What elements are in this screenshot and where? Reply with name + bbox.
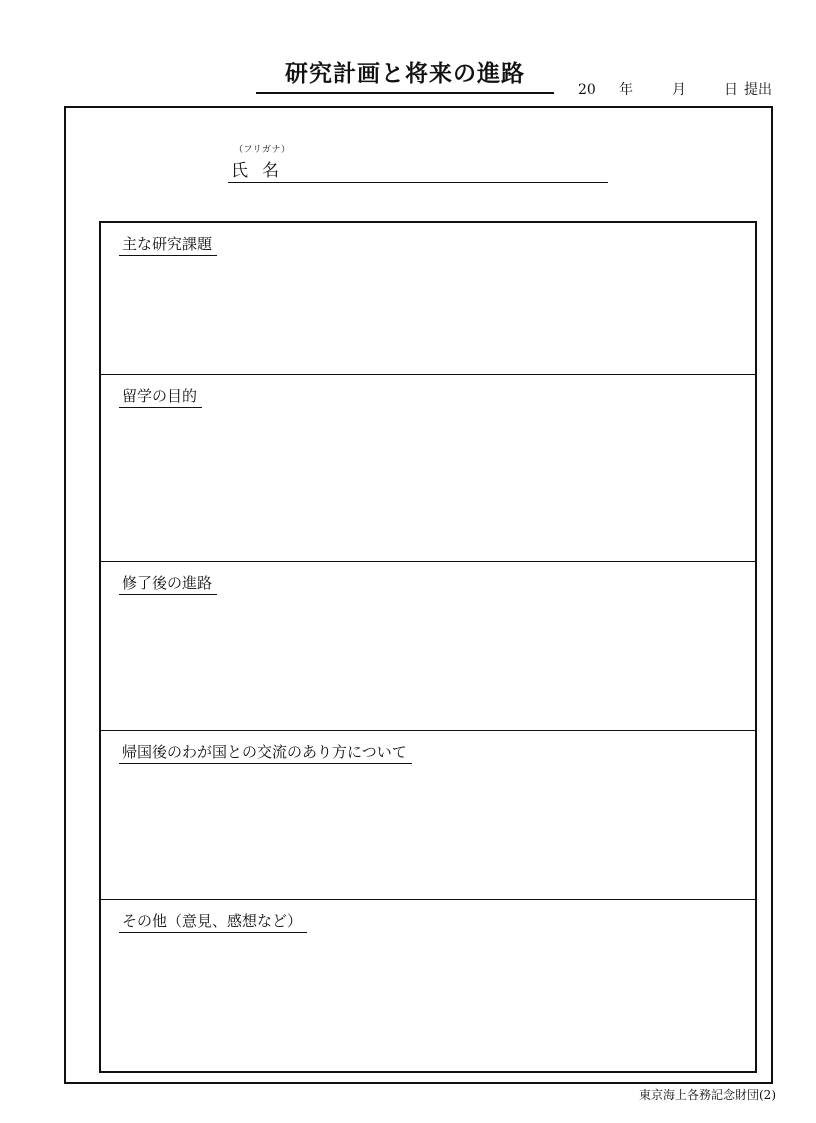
section-main-research-topic[interactable]	[101, 223, 755, 374]
date-era-prefix: 20	[578, 82, 596, 98]
answer-sections-frame	[99, 221, 757, 1073]
date-submitted-label: 提出	[744, 82, 772, 98]
section-label-exchange-after-return: 帰国後のわが国との交流のあり方について	[119, 743, 412, 764]
name-input-line[interactable]	[228, 182, 608, 183]
section-study-abroad-purpose[interactable]	[101, 374, 755, 561]
footer-organization: 東京海上各務記念財団(2)	[639, 1088, 776, 1102]
date-month-label: 月	[672, 82, 686, 98]
date-year-label: 年	[619, 82, 633, 98]
section-label-study-abroad-purpose: 留学の目的	[119, 387, 202, 408]
section-other-comments[interactable]	[101, 899, 755, 1071]
section-label-other-comments: その他（意見、感想など）	[119, 912, 307, 933]
section-career-after-completion[interactable]	[101, 561, 755, 730]
form-title: 研究計画と将来の進路	[256, 58, 554, 94]
section-label-career-after-completion: 修了後の進路	[119, 574, 217, 595]
section-label-main-research-topic: 主な研究課題	[119, 235, 217, 256]
name-label: 氏名	[231, 161, 293, 181]
furigana-label: （フリガナ）	[234, 145, 291, 155]
section-exchange-after-return[interactable]	[101, 730, 755, 899]
date-day-label: 日	[724, 82, 738, 98]
